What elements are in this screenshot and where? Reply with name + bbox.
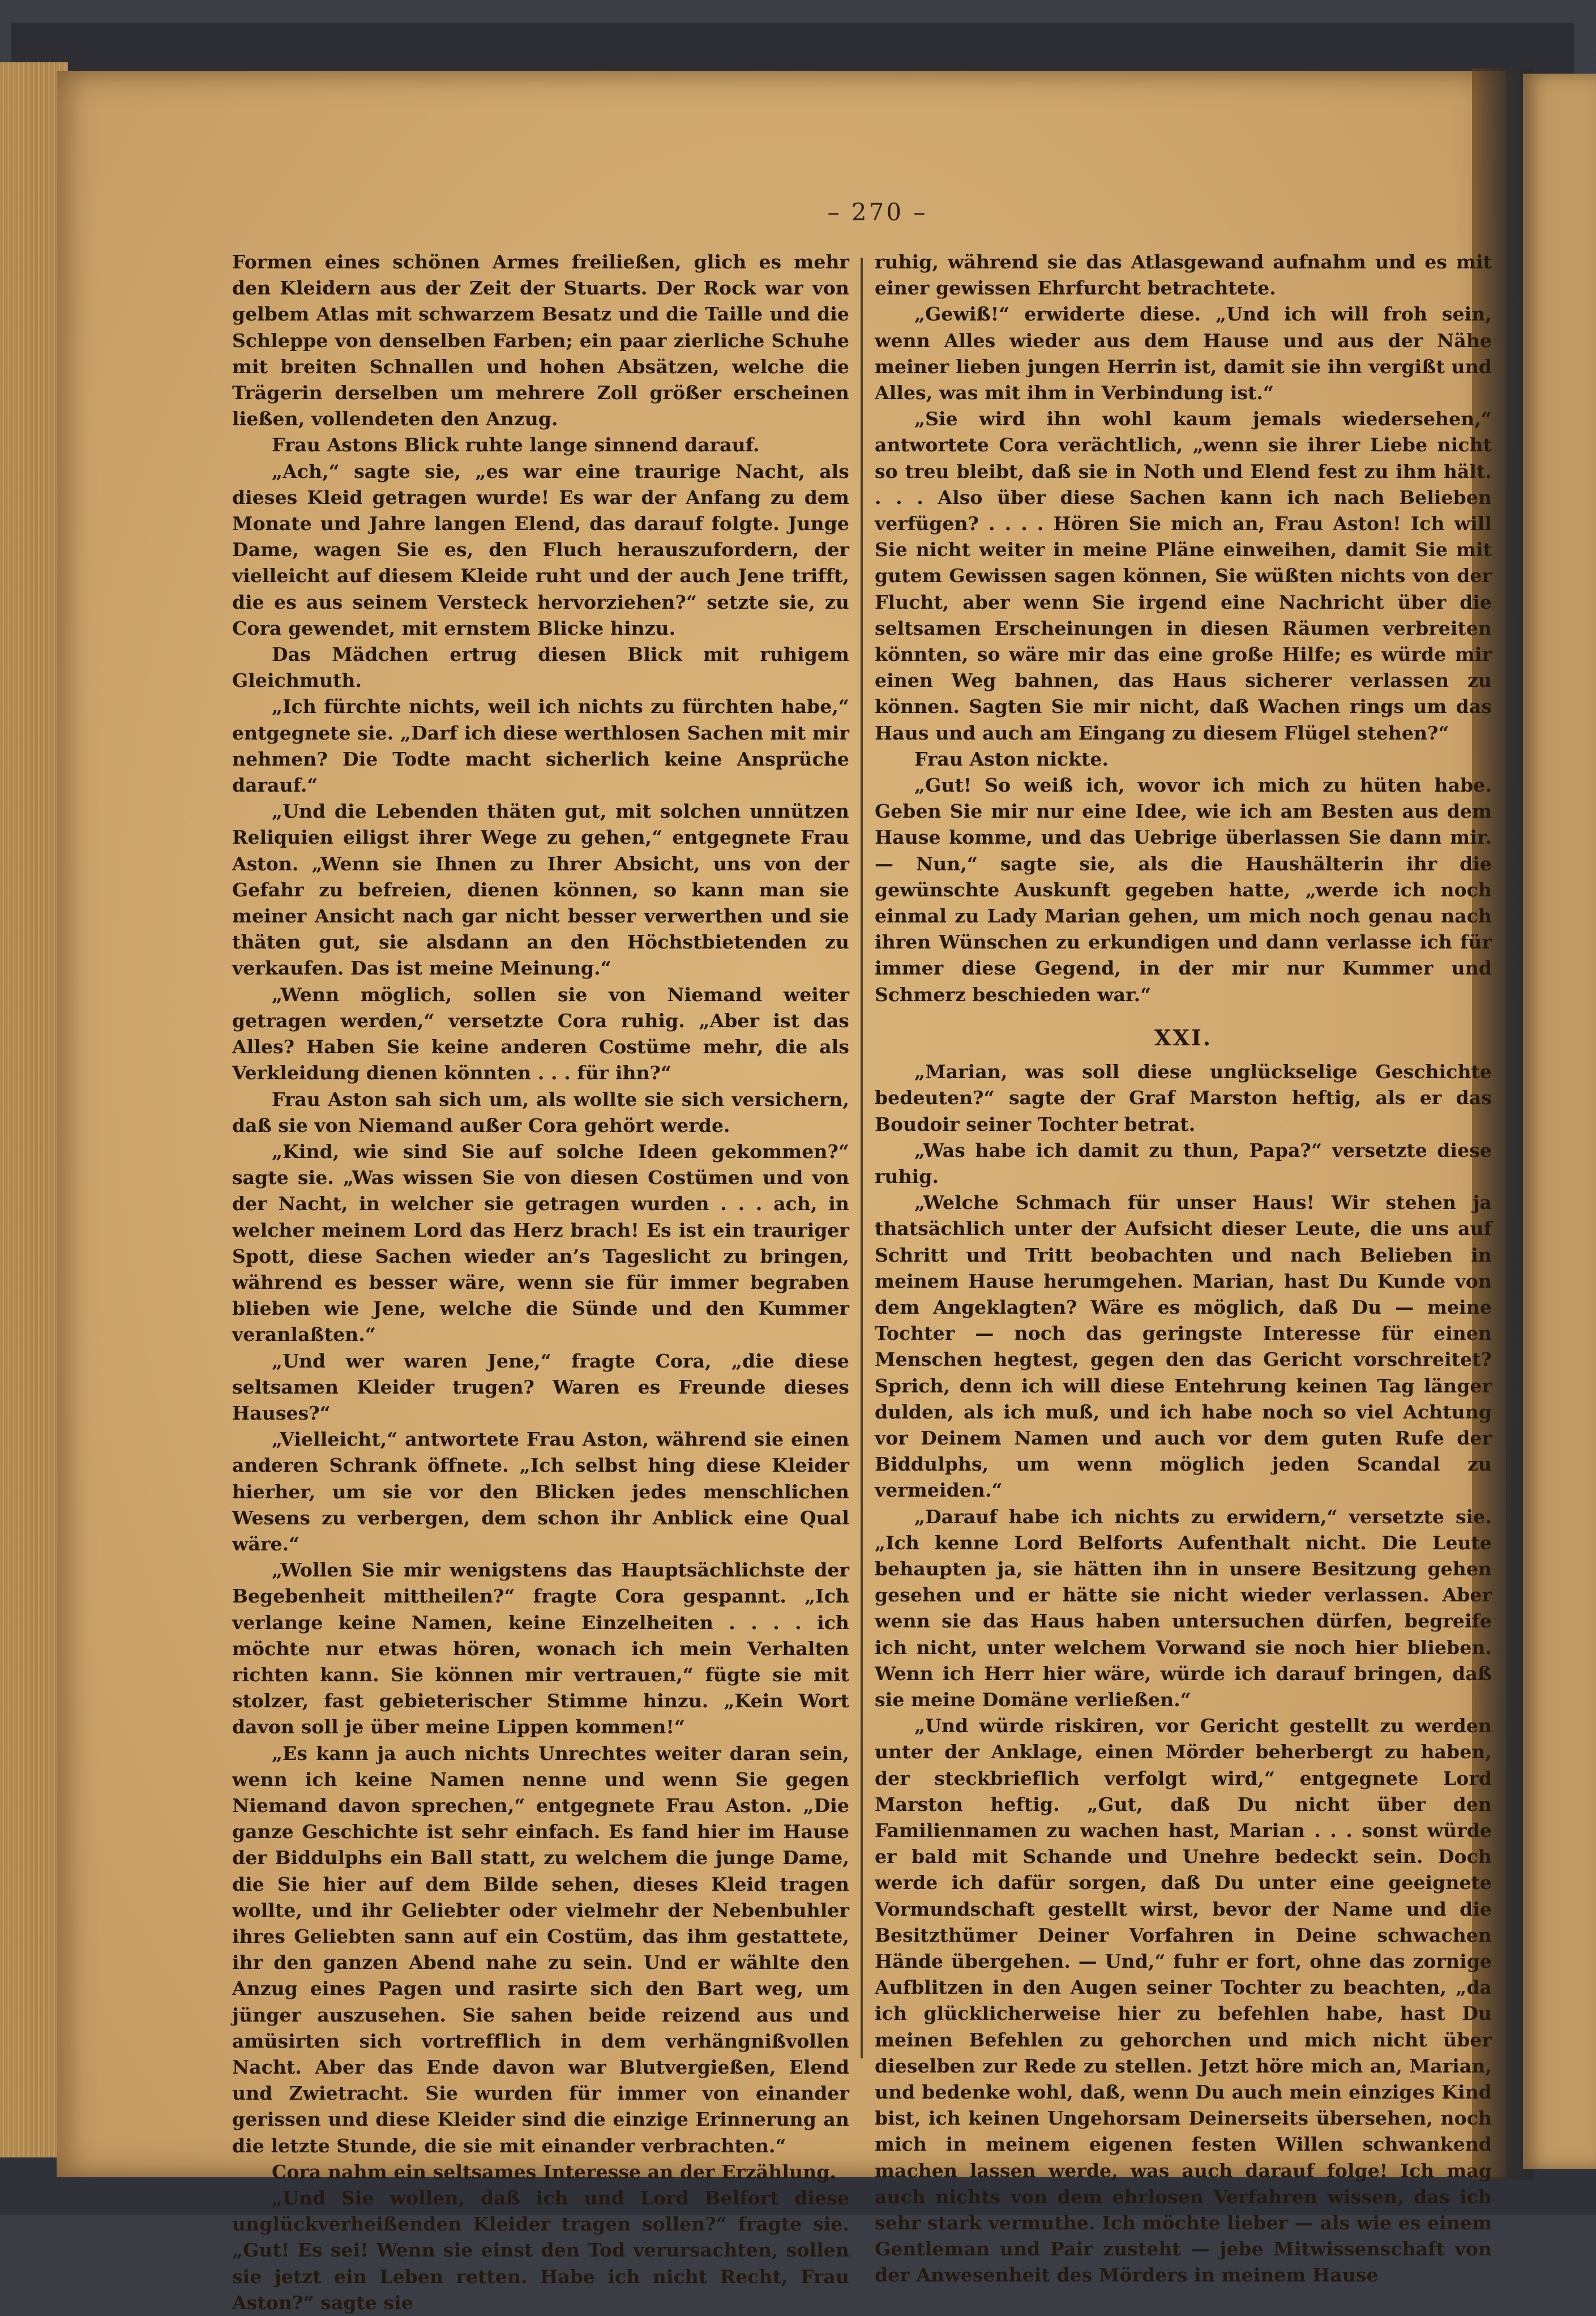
- paragraph: „Wollen Sie mir wenigstens das Hauptsächlichste der Begebenheit mittheilen?“ fragte Cora gespannt. „Ich verlange keine Namen, keine Einzelheiten . . . . ich möchte nur etwas hören, wonach ich mein Verhalten richten kann. Sie können mir vertrauen,“ fügte sie mit stolzer, fast gebieterischer Stimme hinzu. „Kein Wort davon soll je über meine Lippen kommen!“: [232, 1559, 849, 1738]
- paragraph: Das Mädchen ertrug diesen Blick mit ruhigem Gleichmuth.: [232, 643, 849, 692]
- paragraph: „Ach,“ sagte sie, „es war eine traurige Nacht, als dieses Kleid getragen wurde! Es war der Anfang zu dem Monate und Jahre langen Elend, das darauf folgte. Junge Dame, wagen Sie es, den Fluch herauszufordern, der vielleicht auf diesem Kleide ruht und der auch Jene trifft, die es aus seinem Versteck hervorziehen?“ setzte sie, zu Cora gewendet, mit ernstem Blicke hinzu.: [232, 460, 849, 639]
- paragraph: Frau Aston nickte.: [914, 747, 1109, 770]
- paragraph: „Gut! So weiß ich, wovor ich mich zu hüten habe. Geben Sie mir nur eine Idee, wie ich am Besten aus dem Hause komme, und das Uebrige überlassen Sie dann mir. — Nun,“ sagte sie, als die Haushälterin ihr die gewünschte Auskunft gegeben hatte, „werde ich noch einmal zu Lady Marian gehen, um mich noch genau nach ihren Wünschen zu erkundigen und dann verlasse ich für immer diese Gegend, in der mir nur Kummer und Schmerz beschieden war.“: [875, 774, 1492, 1006]
- page-number: – 270 –: [827, 198, 928, 226]
- paragraph: Formen eines schönen Armes freiließen, glich es mehr den Kleidern aus der Zeit der Stuarts. Der Rock war von gelbem Atlas mit schwarzem Besatz und die Taille und die Schleppe von denselben Farben; ein paar zierliche Schuhe mit breiten Schnallen und hohen Absätzen, welche die Trägerin derselben um mehrere Zoll größer erscheinen ließen, vollendeten den Anzug.: [232, 251, 849, 430]
- right-column-section-1: [875, 249, 1492, 1008]
- column-divider: [861, 258, 863, 2058]
- paragraph: „Sie wird ihn wohl kaum jemals wiedersehen,“ antwortete Cora verächtlich, „wenn sie ihrer Liebe nicht so treu bleibt, daß sie in Noth und Elend fest zu ihm hält. . . . Also über diese Sachen kann ich nach Belieben verfügen? . . . . Hören Sie mich an, Frau Aston! Ich will Sie nicht weiter in meine Pläne einweihen, damit Sie mit gutem Gewissen sagen können, Sie wüßten nichts von der Flucht, aber wenn Sie irgend eine Nachricht über die seltsamen Erscheinungen in diesen Räumen verbreiten könnten, so wäre mir das eine große Hilfe; es würde mir einen Weg bahnen, das Haus sicherer verlassen zu können. Sagten Sie mir nicht, daß Wachen rings um das Haus und auch am Eingang zu diesem Flügel stehen?“: [875, 408, 1492, 744]
- paragraph: „Welche Schmach für unser Haus! Wir stehen ja thatsächlich unter der Aufsicht dieser Leute, die uns auf Schritt und Tritt beobachten und nach Belieben in meinem Hause herumgehen. Marian, hast Du Kunde von dem Angeklagten? Wäre es möglich, daß Du — meine Tochter — noch das geringste Interesse für einen Menschen hegtest, gegen den das Gericht vorschreitet? Sprich, denn ich will diese Entehrung keinen Tag länger dulden, als ich muß, und ich habe noch so viel Achtung vor Deinem Namen und auch vor dem guten Rufe der Biddulphs, um wenn möglich jeden Scandal zu vermeiden.“: [875, 1191, 1492, 1502]
- paragraph: „Darauf habe ich nichts zu erwidern,“ versetzte sie. „Ich kenne Lord Belforts Aufenthalt nicht. Die Leute behaupten ja, sie hätten ihn in unsere Besitzung gehen gesehen und er hätte sie nicht wieder verlassen. Aber wenn sie das Haus haben untersuchen dürfen, begreife ich nicht, unter welchem Vorwand sie noch hier blieben. Wenn ich Herr hier wäre, würde ich darauf bringen, daß sie meine Domäne verließen.“: [875, 1505, 1492, 1711]
- paragraph: „Was habe ich damit zu thun, Papa?“ versetzte diese ruhig.: [875, 1139, 1492, 1187]
- right-text-column: [875, 249, 1492, 2289]
- paragraph: „Und Sie wollen, daß ich und Lord Belfort diese unglückverheißenden Kleider tragen sollen?“ fragte sie. „Gut! Es sei! Wenn sie einst den Tod verursachten, sollen sie jetzt ein Leben retten. Habe ich nicht Recht, Frau Aston?“ sagte sie: [232, 2187, 849, 2314]
- left-text-column: [232, 249, 849, 2316]
- paragraph: „Und die Lebenden thäten gut, mit solchen unnützen Reliquien eiligst ihrer Wege zu gehen,“ entgegnete Frau Aston. „Wenn sie Ihnen zu Ihrer Absicht, uns von der Gefahr zu befreien, dienen können, so kann man sie meiner Ansicht nach gar nicht besser verwerthen und sie thäten gut, sie alsdann an den Höchstbietenden zu verkaufen. Das ist meine Meinung.“: [232, 800, 849, 980]
- right-column-section-2: [875, 1059, 1492, 2289]
- paragraph: „Marian, was soll diese unglückselige Geschichte bedeuten?“ sagte der Graf Marston heftig, als er das Boudoir seiner Tochter betrat.: [875, 1061, 1492, 1135]
- paragraph: „Vielleicht,“ antwortete Frau Aston, während sie einen anderen Schrank öffnete. „Ich selbst hing diese Kleider hierher, um sie vor den Blicken jedes menschlichen Wesens zu verbergen, dem schon ihr Anblick eine Qual wäre.“: [232, 1428, 849, 1555]
- paragraph: „Kind, wie sind Sie auf solche Ideen gekommen?“ sagte sie. „Was wissen Sie von diesen Costümen und von der Nacht, in welcher sie getragen wurden . . . ach, in welcher meinem Lord das Herz brach! Es ist ein trauriger Spott, diese Sachen wieder an’s Tageslicht zu bringen, während es besser wäre, wenn sie für immer begraben blieben wie Jene, welche die Sünde und den Kummer veranlaßten.“: [232, 1140, 849, 1346]
- paragraph: „Und wer waren Jene,“ fragte Cora, „die diese seltsamen Kleider trugen? Waren es Freunde dieses Hauses?“: [232, 1349, 849, 1424]
- paragraph: „Gewiß!“ erwiderte diese. „Und ich will froh sein, wenn Alles wieder aus dem Hause und aus der Nähe meiner lieben jungen Herrin ist, damit sie ihn vergißt und Alles, was mit ihm in Verbindung ist.“: [875, 303, 1492, 404]
- paragraph: Frau Astons Blick ruhte lange sinnend darauf.: [272, 434, 760, 456]
- book-cover: [11, 23, 1574, 74]
- chapter-heading: XXI.: [1154, 1024, 1212, 1050]
- paragraph: „Und würde riskiren, vor Gericht gestellt zu werden unter der Anklage, einen Mörder beherbergt zu haben, der steckbrieflich verfolgt wird,“ entgegnete Lord Marston heftig. „Gut, daß Du nicht über den Familiennamen zu wachen hast, Marian . . . sonst würde er bald mit Schande und Unehre bedeckt sein. Doch werde ich dafür sorgen, daß Du unter eine geeignete Vormundschaft gestellt wirst, bevor der Name und die Besitzthümer Deiner Vorfahren in Deine schwachen Hände übergehen. — Und,“ fuhr er fort, ohne das zornige Aufblitzen in den Augen seiner Tochter zu beachten, „da ich glücklicherweise hier zu befehlen habe, hast Du meinen Befehlen zu gehorchen und mich nicht über dieselben zur Rede zu stellen. Jetzt höre mich an, Marian, und bedenke wohl, daß, wenn Du auch mein einziges Kind bist, ich keinen Ungehorsam Deinerseits übersehen, noch mich in meinem eigenen festen Willen schwankend machen lassen werde, was auch darauf folge! Ich mag auch nichts von dem ehrlosen Verfahren wissen, das ich sehr stark vermuthe. Ich möchte lieber — als wie es einem Gentleman und Pair zusteht — jebe Mitwissenschaft von der Anwesenheit des Mörders in meinem Hause: [875, 1715, 1492, 2287]
- paragraph: ruhig, während sie das Atlasgewand aufnahm und es mit einer gewissen Ehrfurcht betrachtete.: [875, 251, 1492, 300]
- facing-page-edge: [1523, 74, 1596, 2169]
- paragraph: „Es kann ja auch nichts Unrechtes weiter daran sein, wenn ich keine Namen nenne und wenn Sie gegen Niemand davon sprechen,“ entgegnete Frau Aston. „Die ganze Geschichte ist sehr einfach. Es fand hier im Hause der Biddulphs ein Ball statt, zu welchem die junge Dame, die Sie hier auf dem Bilde sehen, dieses Kleid tragen wollte, und ihr Geliebter oder vielmehr der Nebenbuhler ihres Geliebten sann auf ein Costüm, das ihm gestattete, ihr den ganzen Abend nahe zu sein. Und er wählte den Anzug eines Pagen und rasirte sich den Bart weg, um jünger auszusehen. Sie sahen beide reizend aus und amüsirten sich vortrefflich in dem verhängnißvollen Nacht. Aber das Ende davon war Blutvergießen, Elend und Zwietracht. Sie wurden für immer von einander gerissen und diese Kleider sind die einzige Erinnerung an die letzte Stunde, die sie mit einander verbrachten.“: [232, 1742, 849, 2157]
- paragraph: „Wenn möglich, sollen sie von Niemand weiter getragen werden,“ versetzte Cora ruhig. „Aber ist das Alles? Haben Sie keine anderen Costüme mehr, die als Verkleidung dienen könnten . . . für ihn?“: [232, 983, 849, 1084]
- paragraph: Frau Aston sah sich um, als wollte sie sich versichern, daß sie von Niemand außer Cora gehört werde.: [232, 1088, 849, 1136]
- paragraph: Cora nahm ein seltsames Interesse an der Erzählung.: [272, 2160, 836, 2183]
- paragraph: „Ich fürchte nichts, weil ich nichts zu fürchten habe,“ entgegnete sie. „Darf ich diese werthlosen Sachen mit mir nehmen? Die Todte macht sicherlich keine Ansprüche darauf.“: [232, 695, 849, 797]
